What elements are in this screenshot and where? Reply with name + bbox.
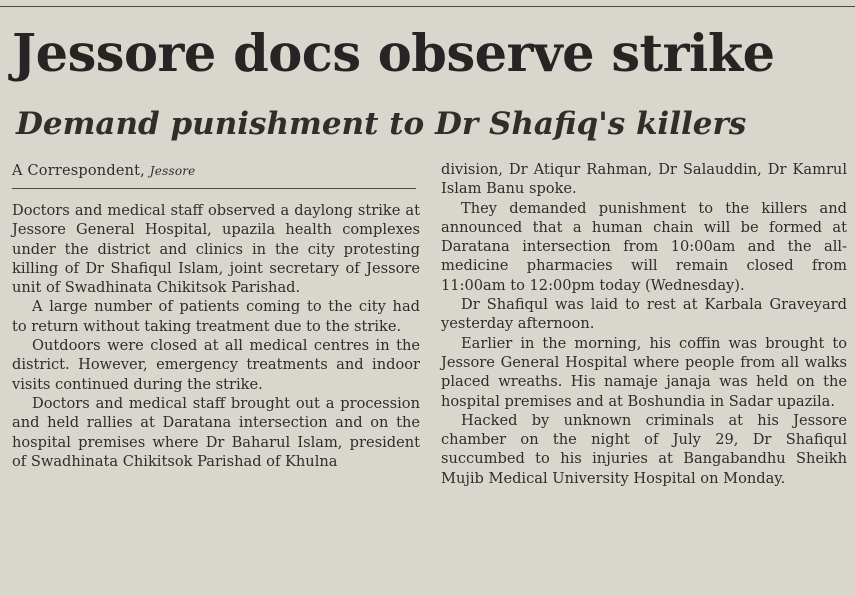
byline [12,160,420,182]
paragraph: Doctors and medical staff observed a daylong strike at Jessore General Hospital, upazila health complexes under the district and clinics in the city protesting killing of Dr Shafiqul Islam, joint secretary of Jessore unit of Swadhinata Chikitsok Parishad. [12,202,420,297]
byline-place: Jessore [149,164,196,178]
paragraph: They demanded punishment to the killers and announced that a human chain will be formed at Daratana intersection from 10:00am and the all-medicine pharmacies will remain closed from 11:00am to 12:00pm today (Wednesday). [441,199,847,294]
subheadline: Demand punishment to Dr Shafiq's killers [16,106,747,142]
paragraph: division, Dr Atiqur Rahman, Dr Salauddin, Dr Kamrul Islam Banu spoke. [441,161,847,198]
paragraph: Hacked by unknown criminals at his Jessore chamber on the night of July 29, Dr Shafiqul succumbed to his injuries at Bangabandhu Sheikh Mujib Medical University Hospital on Monday. [441,411,847,487]
byline-author: A Correspondent, [12,163,145,179]
paragraph: Outdoors were closed at all medical centres in the district. However, emergency treatments and indoor visits continued during the strike. [12,337,420,393]
paragraph: Doctors and medical staff brought out a procession and held rallies at Daratana intersection and on the hospital premises where Dr Baharul Islam, president of Swadhinata Chikitsok Parishad of Khulna [12,394,420,470]
paragraph: Earlier in the morning, his coffin was brought to Jessore General Hospital where people from all walks placed wreaths. His namaje janaja was held on the hospital premises and at Boshundia in Sadar upazila. [441,334,847,410]
paragraph: A large number of patients coming to the city had to return without taking treatment due to the strike. [12,298,420,335]
top-rule [0,6,855,7]
paragraph: Dr Shafiqul was laid to rest at Karbala Graveyard yesterday afternoon. [441,296,847,333]
article-column-right [441,160,847,488]
article-column-left [12,160,420,471]
headline: Jessore docs observe strike [12,24,775,84]
byline-rule [12,188,416,189]
